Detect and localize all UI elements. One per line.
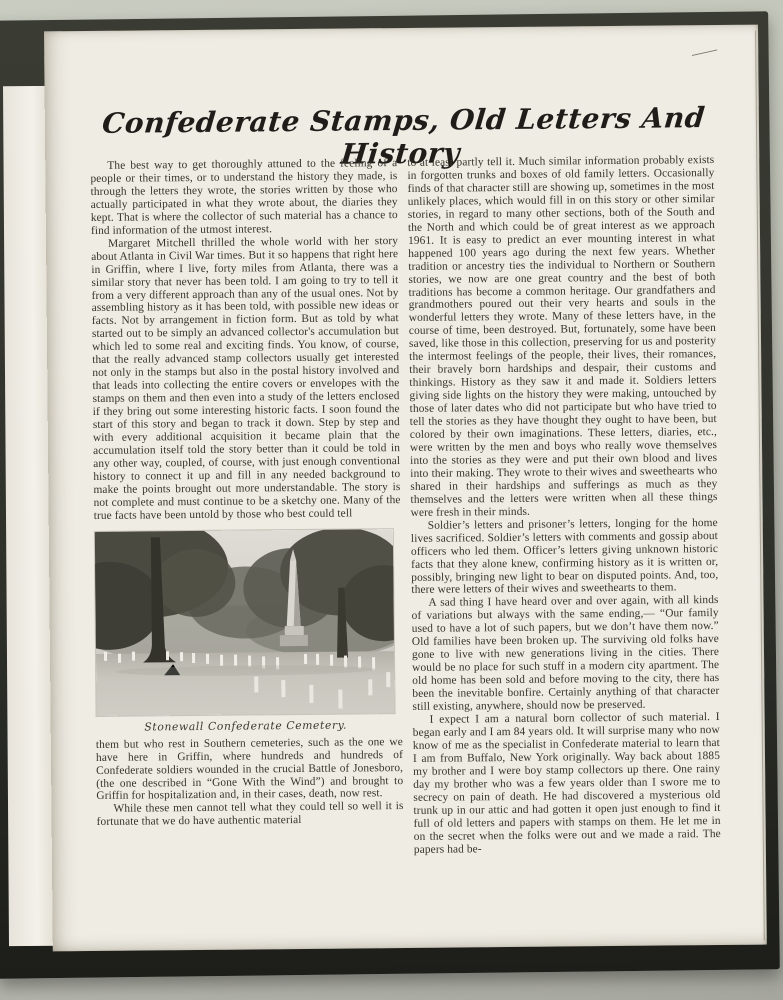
paragraph: Margaret Mitchell thrilled the whole world with her story about Atlanta in Civil War times. But it so happens that right here in Griffin, where I live, forty miles from Atlanta, there was a similar story that never has been told. I am going to try to tell it from a very different approach than any of the usual ones. Not by assembling history as it has been told, with possible new ideas or facts. Not by arrangement in fiction form. But as told by what started out to be simply an advanced collector's accumulation but which led to some real and exciting finds. You know, of course, that the really advanced stamp collectors usually get interested not only in the stamps but also in the postal history involved and that leads into collecting the entire covers or envelopes with the stamps on them and then even into a study of the letters enclosed if they bring out some interesting historic facts. I soon found the start of this story and began to track it down. Step by step and with every additional acquisition it became plain that the accumulation itself told the story better than it could be told in any other way, coupled, of course, with just enough conventional history to connect it up and fill in any needed background to make the points brought out more understandable. The story is not complete and must continue to be a sketchy one. Many of the true facts have been untold by those who best could tell xyxy=(91,234,401,522)
paragraph: I expect I am a natural born collector of such material. I began early and I am 84 years old. It will surprise many who now know of me as the specialist in Confederate material to learn that I am from Buffalo, New York originally. Way back about 1885 my brother and I were boy stamp collectors up there. One rainy day my brother who was a few years older than I swore me to secrecy on pain of death. He had discovered a mysterious old trunk up in our attic and had gotten it open just enough to find it full of old letters and papers with stamps on them. He let me in on the secret when the folks were out and we made a raid. The papers had be- xyxy=(412,710,721,856)
page-title: Confederate Stamps, Old Letters And History xyxy=(100,101,707,171)
paragraph: to at least partly tell it. Much similar information probably exists in forgotten trunks and boxes of old family letters. Occasionally finds of that character still are showing up, sometimes in the most unlikely places, which would fill in on this story or other similar stories, in regard to many other sections, both of the South and the North and which could be of great interest as we approach 1961. It is easy to predict an ever mounting interest in what happened 100 years ago during the next few years. Whether tradition or ancestry ties the individual to Northern or Southern stories, we now are one great country and the best of both traditions has become a common heritage. Our grandfathers and grandmothers poured out their very hearts and souls in the wonderful letters they wrote. Many of these letters have, in the course of time, been destroyed. But, fortunately, some have been saved, like those in this collection, preserving for us and posterity the intermost feelings of the people, their lives, their romances, their bravely born hardships and despair, their customs and thinkings. History as they saw it and made it. Soldiers letters giving side lights on the history they were making, untouched by those of later dates who did not participate but who have tried to tell the stories as they have thought they ought to have been, but colored by their own imaginations. These letters, diaries, etc., were written by the men and boys who really wove themselves into the stories as they were and put their own blood and lives into their making. They wrote to their wives and sweethearts who shared in their hardships and sufferings as much as they themselves and the letters were written when all these things were fresh in their minds. xyxy=(407,153,718,519)
paragraph: Soldier’s letters and prisoner’s letters, longing for the home lives sacrificed. Soldier’s letters with comments and gossip about officers who led them. Officer’s letters giving unknown historic facts that they alone knew, confirming history as it is written or, possibly, bringing new light to bear on disputed points. And, too, there were letters of their wives and sweethearts to them. xyxy=(410,516,719,597)
page-corner-curl xyxy=(692,49,719,62)
paragraph: A sad thing I have heard over and over again, with all kinds of variations but always with the same ending,— “Our family used to have a lot of such papers, but we don’t have them now.” Old families have been broken up. The surviving old folks have gone to live with new generations living in the cities. There would be no place for such stuff in a modern city apartment. The old home has been sold and before moving to the city, there has been the inevitable bonfire. Certainly anything of that character still existing, anywhere, should now be preserved. xyxy=(411,594,720,713)
cemetery-photo-image xyxy=(95,529,395,716)
paragraph: them but who rest in Southern cemeteries, such as the one we have here in Griffin, where hundreds and hundreds of Confederate soldiers wounded in the crucial Battle of Jonesboro, (the one described in “Gone With the Wind”) and brought to Griffin for hospitalization and, in their cases, death, now rest. xyxy=(95,735,404,803)
left-column xyxy=(90,157,404,859)
two-column-text xyxy=(90,154,721,859)
right-column xyxy=(407,154,721,856)
cemetery-photo xyxy=(95,529,395,735)
book-page xyxy=(44,25,767,952)
paragraph: The best way to get thoroughly attuned to the feeling of a people or their times, or to understand the history they made, is through the letters they wrote, the stories written by those who actually participated in what they wrote about, the diaries they kept. That is where the collector of such material has a chance to find information of the utmost interest. xyxy=(90,157,398,237)
paragraph: While these men cannot tell what they could tell so well it is fortunate that we do have authentic material xyxy=(96,800,404,829)
photo-caption: Stonewall Confederate Cemetery. xyxy=(144,718,348,734)
